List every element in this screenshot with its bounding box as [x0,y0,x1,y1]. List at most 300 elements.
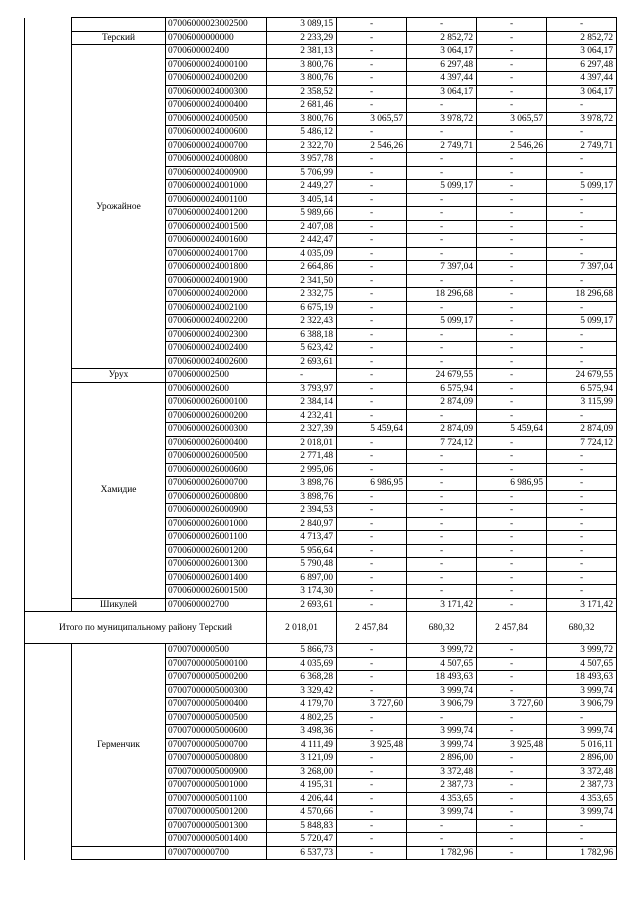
code-cell: 07006000024001900 [166,274,267,288]
code-cell: 07007000005000600 [166,725,267,739]
value-cell-v3: - [407,234,477,248]
value-cell-v5: - [547,450,617,464]
code-cell: 07006000024000900 [166,166,267,180]
left-margin-cell [25,711,72,725]
total-value-v1: 2 018,01 [267,612,337,644]
code-cell: 07006000026000300 [166,423,267,437]
value-cell-v2: - [337,207,407,221]
value-cell-v5: - [547,504,617,518]
value-cell-v3: 3 906,79 [407,698,477,712]
value-cell-v2: - [337,644,407,658]
value-cell-v1: 3 174,30 [267,585,337,599]
left-margin-cell [25,450,72,464]
value-cell-v1: 2 407,08 [267,220,337,234]
value-cell-v5: - [547,153,617,167]
value-cell-v3: 3 999,74 [407,738,477,752]
value-cell-v5: 18 296,68 [547,288,617,302]
value-cell-v4: - [477,153,547,167]
value-cell-v4: 3 065,57 [477,112,547,126]
code-cell: 07006000026000900 [166,504,267,518]
left-margin-cell [25,328,72,342]
value-cell-v2: 3 065,57 [337,112,407,126]
value-cell-v3: - [407,301,477,315]
value-cell-v1: 2 394,53 [267,504,337,518]
left-margin-cell [25,684,72,698]
value-cell-v2: - [337,396,407,410]
code-cell: 07006000024001500 [166,220,267,234]
table-body [25,18,617,860]
value-cell-v2: - [337,58,407,72]
value-cell-v3: - [407,463,477,477]
value-cell-v3: - [407,247,477,261]
value-cell-v2: - [337,31,407,45]
left-margin-cell [25,644,72,658]
value-cell-v2: - [337,806,407,820]
value-cell-v2: - [337,463,407,477]
value-cell-v4: - [477,261,547,275]
value-cell-v2: - [337,301,407,315]
value-cell-v3: 4 507,65 [407,657,477,671]
value-cell-v5: - [547,463,617,477]
value-cell-v4: - [477,301,547,315]
value-cell-v2: 5 459,64 [337,423,407,437]
value-cell-v4: - [477,396,547,410]
value-cell-v2: - [337,234,407,248]
value-cell-v4: - [477,504,547,518]
value-cell-v1: 2 332,75 [267,288,337,302]
value-cell-v1: 5 848,83 [267,819,337,833]
code-cell: 07006000024000800 [166,153,267,167]
value-cell-v1: 3 898,76 [267,477,337,491]
value-cell-v5: - [547,531,617,545]
value-cell-v1: 4 802,25 [267,711,337,725]
code-cell: 0700600002600 [166,382,267,396]
left-margin-cell [25,234,72,248]
value-cell-v4: - [477,752,547,766]
left-margin-cell [25,725,72,739]
value-cell-v5: 18 493,63 [547,671,617,685]
value-cell-v3: - [407,409,477,423]
value-cell-v2: 2 546,26 [337,139,407,153]
value-cell-v2: - [337,517,407,531]
value-cell-v4: - [477,126,547,140]
left-margin-cell [25,166,72,180]
code-cell: 07007000005000900 [166,765,267,779]
value-cell-v4: - [477,166,547,180]
value-cell-v3: - [407,342,477,356]
value-cell-v3: 3 372,48 [407,765,477,779]
value-cell-v1: 6 388,18 [267,328,337,342]
left-margin-cell [25,58,72,72]
value-cell-v1: 5 989,66 [267,207,337,221]
value-cell-v2: 6 986,95 [337,477,407,491]
value-cell-v3: 3 064,17 [407,45,477,59]
left-margin-cell [25,261,72,275]
code-cell: 07006000024001800 [166,261,267,275]
value-cell-v3: 6 297,48 [407,58,477,72]
value-cell-v4: - [477,819,547,833]
value-cell-v5: 5 016,11 [547,738,617,752]
value-cell-v3: - [407,544,477,558]
left-margin-cell [25,819,72,833]
value-cell-v2: - [337,657,407,671]
value-cell-v2: - [337,409,407,423]
value-cell-v2: - [337,819,407,833]
left-margin-cell [25,396,72,410]
value-cell-v2: - [337,180,407,194]
left-margin-cell [25,180,72,194]
value-cell-v3: - [407,274,477,288]
value-cell-v4: - [477,85,547,99]
code-cell: 07007000005001000 [166,779,267,793]
value-cell-v2: - [337,126,407,140]
code-cell: 07007000005000200 [166,671,267,685]
value-cell-v3: 6 575,94 [407,382,477,396]
value-cell-v3: - [407,355,477,369]
table-row [25,18,617,32]
left-margin-cell [25,139,72,153]
value-cell-v3: 3 064,17 [407,85,477,99]
left-margin-cell [25,779,72,793]
value-cell-v3: - [407,490,477,504]
code-cell: 07007000005001300 [166,819,267,833]
left-margin-cell [25,571,72,585]
value-cell-v4: - [477,711,547,725]
code-cell: 0700700000500 [166,644,267,658]
value-cell-v2: - [337,684,407,698]
value-cell-v3: - [407,99,477,113]
value-cell-v5: - [547,477,617,491]
value-cell-v1: 2 327,39 [267,423,337,437]
value-cell-v2: - [337,598,407,612]
value-cell-v4: - [477,806,547,820]
value-cell-v1: 4 195,31 [267,779,337,793]
value-cell-v2: - [337,544,407,558]
value-cell-v5: - [547,571,617,585]
value-cell-v4: - [477,450,547,464]
value-cell-v1: 4 206,44 [267,792,337,806]
value-cell-v2: 3 925,48 [337,738,407,752]
value-cell-v3: - [407,517,477,531]
value-cell-v4: - [477,544,547,558]
value-cell-v4: - [477,517,547,531]
value-cell-v1: 2 381,13 [267,45,337,59]
settlement-name: Хамидие [72,382,166,598]
left-margin-cell [25,85,72,99]
left-margin-cell [25,342,72,356]
value-cell-v3: 2 387,73 [407,779,477,793]
value-cell-v1: 2 840,97 [267,517,337,531]
value-cell-v1: 2 664,86 [267,261,337,275]
value-cell-v3: 7 724,12 [407,436,477,450]
code-cell: 07006000024001100 [166,193,267,207]
left-margin-cell [25,806,72,820]
value-cell-v5: - [547,558,617,572]
value-cell-v4: - [477,180,547,194]
value-cell-v4: - [477,490,547,504]
total-value-v5: 680,32 [547,612,617,644]
code-cell: 07006000024000600 [166,126,267,140]
table-row [25,644,617,658]
value-cell-v5: - [547,234,617,248]
total-row [25,612,617,644]
value-cell-v3: 2 852,72 [407,31,477,45]
value-cell-v5: - [547,328,617,342]
value-cell-v2: - [337,369,407,383]
code-cell: 07006000024001000 [166,180,267,194]
value-cell-v4: - [477,558,547,572]
code-cell: 07006000024001600 [166,234,267,248]
code-cell: 07006000000000 [166,31,267,45]
value-cell-v4: - [477,31,547,45]
value-cell-v1: 2 341,50 [267,274,337,288]
value-cell-v1: 5 706,99 [267,166,337,180]
settlement-name [72,846,166,860]
value-cell-v4: 6 986,95 [477,477,547,491]
value-cell-v4: - [477,342,547,356]
value-cell-v5: 3 999,74 [547,684,617,698]
value-cell-v5: - [547,342,617,356]
value-cell-v3: 18 296,68 [407,288,477,302]
left-margin-cell [25,247,72,261]
code-cell: 07006000026001500 [166,585,267,599]
settlement-name: Терский [72,31,166,45]
value-cell-v3: - [407,220,477,234]
left-margin-cell [25,504,72,518]
value-cell-v1: 3 329,42 [267,684,337,698]
value-cell-v3: 2 749,71 [407,139,477,153]
value-cell-v2: - [337,450,407,464]
code-cell: 07006000024002400 [166,342,267,356]
left-margin-cell [25,288,72,302]
code-cell: 0700600002500 [166,369,267,383]
value-cell-v3: - [407,153,477,167]
value-cell-v4: - [477,382,547,396]
value-cell-v2: - [337,846,407,860]
value-cell-v3: 3 999,74 [407,806,477,820]
value-cell-v3: - [407,531,477,545]
value-cell-v4: - [477,725,547,739]
value-cell-v4: - [477,571,547,585]
left-margin-cell [25,31,72,45]
value-cell-v3: - [407,207,477,221]
value-cell-v1: 3 898,76 [267,490,337,504]
value-cell-v4: - [477,657,547,671]
value-cell-v4: - [477,846,547,860]
value-cell-v2: - [337,765,407,779]
code-cell: 07007000005000300 [166,684,267,698]
left-margin-cell [25,274,72,288]
value-cell-v2: - [337,99,407,113]
code-cell: 07006000026000600 [166,463,267,477]
value-cell-v1: 2 322,70 [267,139,337,153]
value-cell-v1: 3 800,76 [267,112,337,126]
value-cell-v5: - [547,126,617,140]
value-cell-v3: 4 397,44 [407,72,477,86]
value-cell-v4: 3 727,60 [477,698,547,712]
value-cell-v1: 4 713,47 [267,531,337,545]
value-cell-v4: - [477,369,547,383]
value-cell-v5: - [547,18,617,32]
value-cell-v4: 2 546,26 [477,139,547,153]
value-cell-v4: - [477,531,547,545]
left-margin-cell [25,355,72,369]
settlement-name: Герменчик [72,644,166,847]
value-cell-v1: 6 537,73 [267,846,337,860]
value-cell-v2: - [337,752,407,766]
code-cell: 0700700000700 [166,846,267,860]
value-cell-v5: 3 064,17 [547,45,617,59]
code-cell: 07006000024001700 [166,247,267,261]
code-cell: 07006000024002200 [166,315,267,329]
value-cell-v2: - [337,792,407,806]
left-margin-cell [25,490,72,504]
code-cell: 07006000026001100 [166,531,267,545]
left-margin-cell [25,99,72,113]
value-cell-v5: - [547,193,617,207]
value-cell-v4: 3 925,48 [477,738,547,752]
left-margin-cell [25,752,72,766]
value-cell-v4: 5 459,64 [477,423,547,437]
value-cell-v5: 2 874,09 [547,423,617,437]
value-cell-v3: - [407,450,477,464]
value-cell-v1: 5 866,73 [267,644,337,658]
value-cell-v3: 3 999,72 [407,644,477,658]
total-value-v3: 680,32 [407,612,477,644]
left-margin-cell [25,45,72,59]
value-cell-v5: 1 782,96 [547,846,617,860]
value-cell-v2: - [337,220,407,234]
value-cell-v4: - [477,671,547,685]
code-cell: 07006000024002300 [166,328,267,342]
value-cell-v1: 4 035,09 [267,247,337,261]
value-cell-v1: - [267,369,337,383]
code-cell: 07006000026000400 [166,436,267,450]
code-cell: 07006000024000300 [166,85,267,99]
left-margin-cell [25,369,72,383]
value-cell-v5: 6 297,48 [547,58,617,72]
left-margin-cell [25,698,72,712]
value-cell-v1: 2 018,01 [267,436,337,450]
value-cell-v4: - [477,765,547,779]
value-cell-v2: - [337,779,407,793]
value-cell-v4: - [477,58,547,72]
code-cell: 07007000005000700 [166,738,267,752]
value-cell-v2: - [337,261,407,275]
value-cell-v5: 3 372,48 [547,765,617,779]
value-cell-v5: 6 575,94 [547,382,617,396]
value-cell-v5: - [547,207,617,221]
value-cell-v1: 5 623,42 [267,342,337,356]
value-cell-v3: - [407,585,477,599]
value-cell-v3: 1 782,96 [407,846,477,860]
left-margin-cell [25,517,72,531]
value-cell-v5: - [547,99,617,113]
value-cell-v4: - [477,436,547,450]
table-row [25,369,617,383]
value-cell-v4: - [477,72,547,86]
value-cell-v1: 5 956,64 [267,544,337,558]
value-cell-v2: - [337,490,407,504]
value-cell-v3: - [407,504,477,518]
value-cell-v2: - [337,504,407,518]
value-cell-v1: 3 800,76 [267,72,337,86]
code-cell: 07006000026000800 [166,490,267,504]
left-margin-cell [25,585,72,599]
value-cell-v3: 5 099,17 [407,180,477,194]
left-margin-cell [25,193,72,207]
left-margin-cell [25,207,72,221]
value-cell-v4: - [477,274,547,288]
value-cell-v5: - [547,544,617,558]
value-cell-v2: - [337,288,407,302]
value-cell-v5: 2 749,71 [547,139,617,153]
value-cell-v2: - [337,72,407,86]
value-cell-v3: 3 978,72 [407,112,477,126]
value-cell-v3: - [407,193,477,207]
value-cell-v3: 7 397,04 [407,261,477,275]
code-cell: 07006000026001300 [166,558,267,572]
value-cell-v5: - [547,301,617,315]
left-margin-cell [25,671,72,685]
value-cell-v1: 3 121,09 [267,752,337,766]
value-cell-v2: - [337,671,407,685]
left-margin-cell [25,833,72,847]
value-cell-v1: 4 035,69 [267,657,337,671]
value-cell-v4: - [477,792,547,806]
value-cell-v5: 3 171,42 [547,598,617,612]
value-cell-v3: - [407,558,477,572]
value-cell-v2: - [337,558,407,572]
value-cell-v5: - [547,517,617,531]
value-cell-v3: 24 679,55 [407,369,477,383]
code-cell: 07006000026001000 [166,517,267,531]
value-cell-v4: - [477,99,547,113]
value-cell-v1: 2 384,14 [267,396,337,410]
value-cell-v1: 6 897,00 [267,571,337,585]
code-cell: 07006000024000200 [166,72,267,86]
table-row [25,45,617,59]
left-margin-cell [25,126,72,140]
value-cell-v3: 3 999,74 [407,725,477,739]
value-cell-v4: - [477,247,547,261]
total-value-v2: 2 457,84 [337,612,407,644]
value-cell-v5: - [547,490,617,504]
value-cell-v5: 2 852,72 [547,31,617,45]
value-cell-v4: - [477,585,547,599]
value-cell-v5: 3 906,79 [547,698,617,712]
value-cell-v3: - [407,328,477,342]
value-cell-v2: - [337,571,407,585]
value-cell-v3: 5 099,17 [407,315,477,329]
value-cell-v5: 4 507,65 [547,657,617,671]
total-value-v4: 2 457,84 [477,612,547,644]
table-row [25,31,617,45]
settlement-name: Шикулей [72,598,166,612]
value-cell-v5: - [547,166,617,180]
value-cell-v3: - [407,819,477,833]
left-margin-cell [25,153,72,167]
value-cell-v4: - [477,18,547,32]
code-cell: 0700600002700 [166,598,267,612]
value-cell-v5: - [547,355,617,369]
value-cell-v3: - [407,126,477,140]
value-cell-v5: - [547,711,617,725]
value-cell-v4: - [477,833,547,847]
code-cell: 07006000024001200 [166,207,267,221]
value-cell-v3: 3 999,74 [407,684,477,698]
value-cell-v2: - [337,274,407,288]
